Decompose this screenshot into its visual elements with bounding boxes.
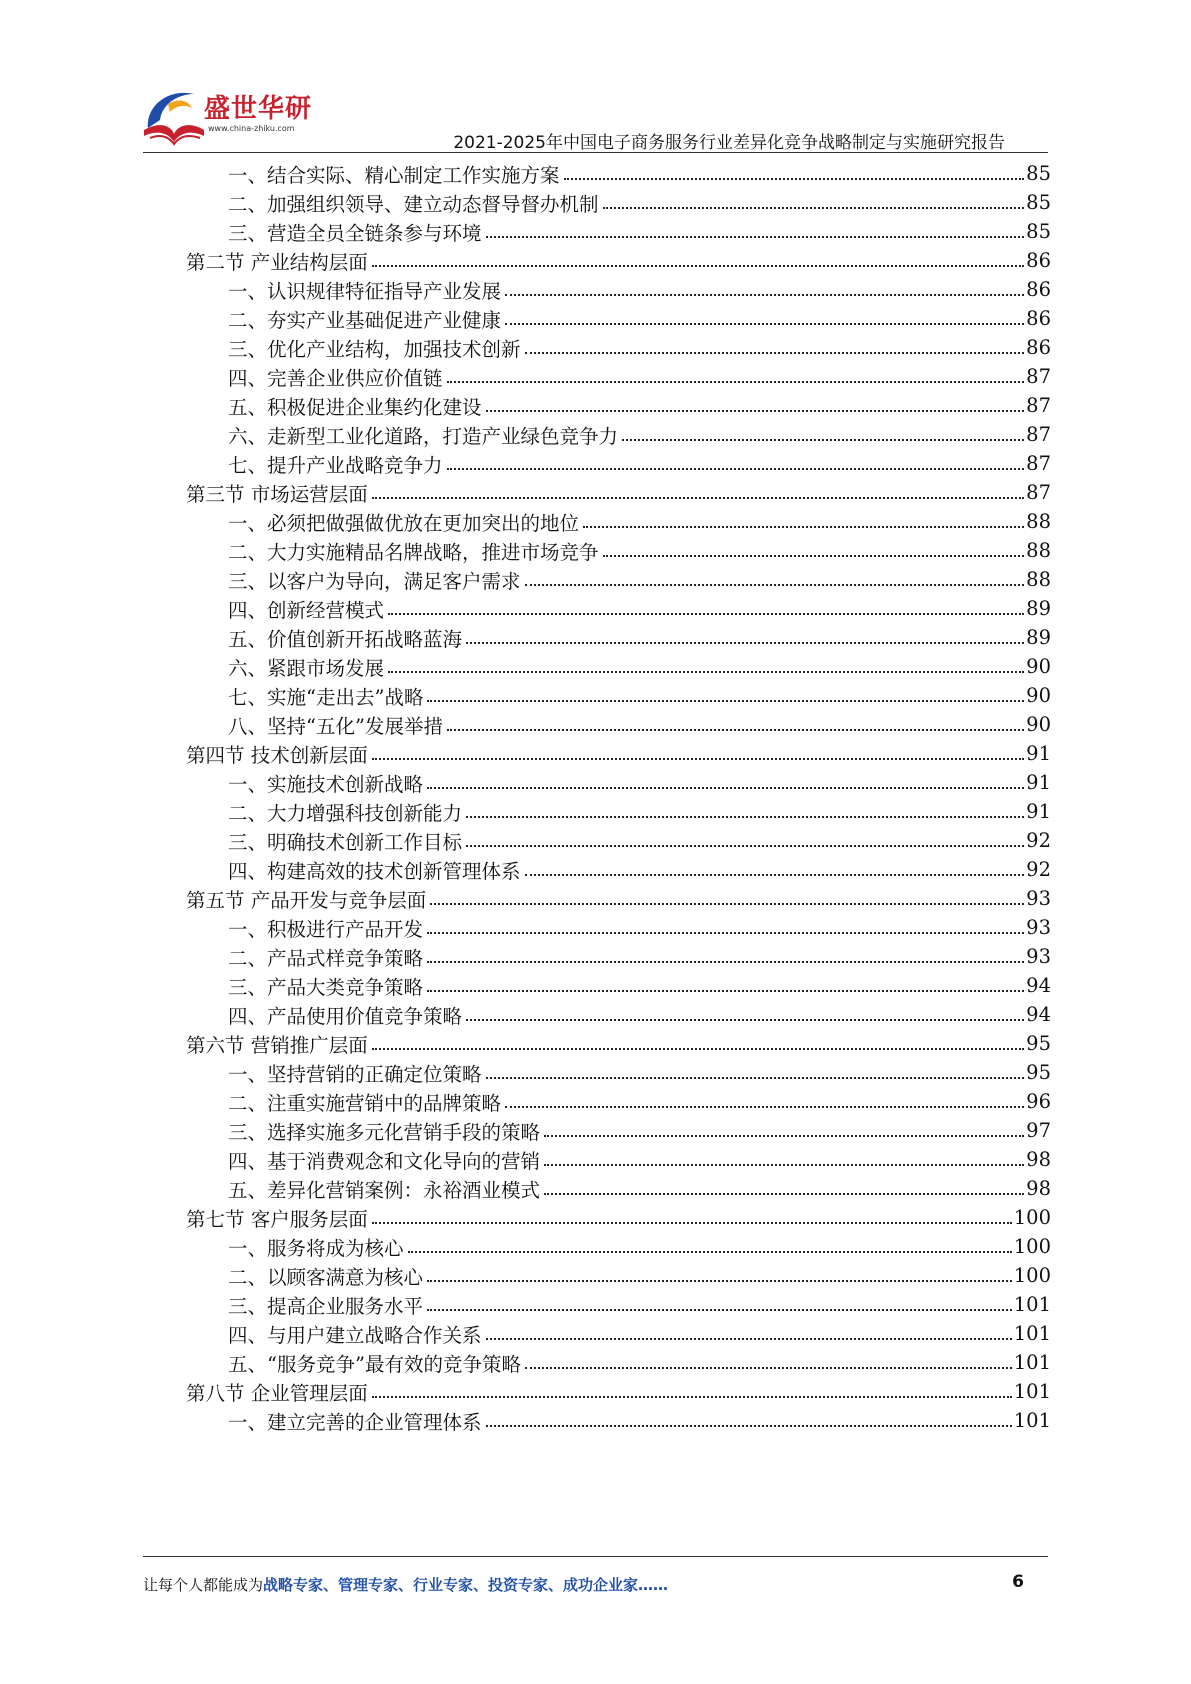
toc-subsection-entry[interactable] bbox=[228, 1289, 1051, 1320]
toc-subsection-entry[interactable] bbox=[228, 303, 1051, 334]
toc-entry-page: 92 bbox=[1026, 858, 1051, 882]
toc-dot-leader bbox=[525, 352, 1025, 354]
toc-entry-title: 一、坚持营销的正确定位策略 bbox=[228, 1062, 482, 1086]
toc-subsection-entry[interactable] bbox=[228, 216, 1051, 247]
toc-entry-page: 92 bbox=[1026, 829, 1051, 853]
toc-dot-leader bbox=[544, 1193, 1024, 1195]
toc-entry-title: 四、产品使用价值竞争策略 bbox=[228, 1004, 463, 1028]
toc-entry-title: 四、基于消费观念和文化导向的营销 bbox=[228, 1149, 541, 1173]
toc-entry-page: 88 bbox=[1026, 568, 1051, 592]
toc-dot-leader bbox=[408, 1251, 1012, 1253]
toc-entry-title: 二、大力增强科技创新能力 bbox=[228, 801, 463, 825]
toc-entry-title: 三、优化产业结构，加强技术创新 bbox=[228, 337, 521, 361]
toc-dot-leader bbox=[583, 526, 1024, 528]
toc-subsection-entry[interactable] bbox=[228, 1318, 1051, 1349]
toc-entry-page: 93 bbox=[1026, 945, 1051, 969]
toc-entry-title: 三、明确技术创新工作目标 bbox=[228, 830, 463, 854]
toc-subsection-entry[interactable] bbox=[228, 999, 1051, 1030]
toc-entry-title: 三、产品大类竞争策略 bbox=[228, 975, 424, 999]
toc-entry-title: 三、以客户为导向，满足客户需求 bbox=[228, 569, 521, 593]
toc-entry-title: 一、结合实际、精心制定工作实施方案 bbox=[228, 163, 560, 187]
toc-subsection-entry[interactable] bbox=[228, 361, 1051, 392]
toc-subsection-entry[interactable] bbox=[228, 680, 1051, 711]
toc-dot-leader bbox=[505, 294, 1024, 296]
toc-entry-title: 四、创新经营模式 bbox=[228, 598, 385, 622]
toc-subsection-entry[interactable] bbox=[228, 535, 1051, 566]
toc-entry-title: 三、营造全员全链条参与环境 bbox=[228, 221, 482, 245]
toc-entry-title: 八、坚持“五化”发展举措 bbox=[228, 714, 443, 738]
toc-entry-page: 101 bbox=[1013, 1409, 1051, 1433]
toc-subsection-entry[interactable] bbox=[228, 796, 1051, 827]
toc-dot-leader bbox=[505, 1106, 1024, 1108]
toc-dot-leader bbox=[486, 236, 1025, 238]
toc-entry-title: 五、“服务竞争”最有效的竞争策略 bbox=[228, 1352, 521, 1376]
toc-subsection-entry[interactable] bbox=[228, 332, 1051, 363]
toc-entry-title: 四、构建高效的技术创新管理体系 bbox=[228, 859, 521, 883]
toc-entry-title: 一、认识规律特征指导产业发展 bbox=[228, 279, 502, 303]
toc-entry-title: 二、产品式样竞争策略 bbox=[228, 946, 424, 970]
footer-slogan-prefix: 让每个人都能成为 bbox=[143, 1576, 264, 1594]
toc-entry-title: 第六节 营销推广层面 bbox=[186, 1033, 368, 1057]
toc-entry-page: 91 bbox=[1026, 771, 1051, 795]
toc-subsection-entry[interactable] bbox=[228, 767, 1051, 798]
toc-entry-page: 100 bbox=[1013, 1264, 1051, 1288]
toc-dot-leader bbox=[486, 410, 1025, 412]
toc-subsection-entry[interactable] bbox=[228, 1231, 1051, 1262]
toc-subsection-entry[interactable] bbox=[228, 448, 1051, 479]
toc-dot-leader bbox=[447, 468, 1025, 470]
toc-entry-title: 四、完善企业供应价值链 bbox=[228, 366, 443, 390]
toc-dot-leader bbox=[622, 439, 1024, 441]
toc-dot-leader bbox=[372, 1048, 1024, 1050]
toc-dot-leader bbox=[372, 265, 1024, 267]
toc-entry-title: 五、差异化营销案例：永裕酒业模式 bbox=[228, 1178, 541, 1202]
toc-entry-title: 一、服务将成为核心 bbox=[228, 1236, 404, 1260]
toc-entry-page: 96 bbox=[1026, 1090, 1051, 1114]
toc-subsection-entry[interactable] bbox=[228, 187, 1051, 218]
toc-dot-leader bbox=[466, 1019, 1024, 1021]
toc-section-entry[interactable] bbox=[186, 245, 1051, 276]
toc-entry-page: 90 bbox=[1026, 713, 1051, 737]
toc-subsection-entry[interactable] bbox=[228, 506, 1051, 537]
toc-dot-leader bbox=[486, 1077, 1025, 1079]
toc-subsection-entry[interactable] bbox=[228, 825, 1051, 856]
toc-section-entry[interactable] bbox=[186, 1376, 1051, 1407]
toc-entry-page: 86 bbox=[1026, 307, 1051, 331]
toc-entry-page: 98 bbox=[1026, 1177, 1051, 1201]
toc-section-entry[interactable] bbox=[186, 477, 1051, 508]
toc-subsection-entry[interactable] bbox=[228, 1086, 1051, 1117]
toc-entry-title: 三、选择实施多元化营销手段的策略 bbox=[228, 1120, 541, 1144]
toc-subsection-entry[interactable] bbox=[228, 1173, 1051, 1204]
toc-entry-page: 101 bbox=[1013, 1380, 1051, 1404]
toc-subsection-entry[interactable] bbox=[228, 622, 1051, 653]
toc-entry-title: 二、以顾客满意为核心 bbox=[228, 1265, 424, 1289]
toc-dot-leader bbox=[427, 961, 1024, 963]
toc-entry-title: 六、走新型工业化道路，打造产业绿色竞争力 bbox=[228, 424, 619, 448]
logo-name: 盛世华研 bbox=[204, 94, 313, 124]
toc-entry-page: 90 bbox=[1026, 655, 1051, 679]
toc-subsection-entry[interactable] bbox=[228, 709, 1051, 740]
toc-dot-leader bbox=[603, 207, 1025, 209]
toc-entry-page: 101 bbox=[1013, 1293, 1051, 1317]
toc-entry-page: 87 bbox=[1026, 452, 1051, 476]
toc-subsection-entry[interactable] bbox=[228, 390, 1051, 421]
toc-entry-page: 87 bbox=[1026, 423, 1051, 447]
toc-dot-leader bbox=[388, 671, 1024, 673]
toc-dot-leader bbox=[447, 381, 1025, 383]
toc-entry-title: 第七节 客户服务层面 bbox=[186, 1207, 368, 1231]
toc-dot-leader bbox=[427, 1280, 1012, 1282]
toc-dot-leader bbox=[372, 1396, 1012, 1398]
toc-entry-title: 第八节 企业管理层面 bbox=[186, 1381, 368, 1405]
toc-entry-title: 第三节 市场运营层面 bbox=[186, 482, 368, 506]
toc-entry-page: 91 bbox=[1026, 742, 1051, 766]
toc-entry-page: 95 bbox=[1026, 1032, 1051, 1056]
toc-subsection-entry[interactable] bbox=[228, 854, 1051, 885]
toc-dot-leader bbox=[466, 845, 1024, 847]
toc-subsection-entry[interactable] bbox=[228, 419, 1051, 450]
toc-dot-leader bbox=[447, 729, 1024, 731]
toc-entry-title: 第二节 产业结构层面 bbox=[186, 250, 368, 274]
toc-entry-page: 101 bbox=[1013, 1351, 1051, 1375]
toc-dot-leader bbox=[427, 990, 1024, 992]
company-logo bbox=[138, 84, 313, 148]
toc-entry-title: 五、积极促进企业集约化建设 bbox=[228, 395, 482, 419]
toc-entry-title: 二、加强组织领导、建立动态督导督办机制 bbox=[228, 192, 599, 216]
logo-url: www.china-zhiku.com bbox=[208, 124, 295, 133]
toc-subsection-entry[interactable] bbox=[228, 593, 1051, 624]
toc-dot-leader bbox=[466, 642, 1024, 644]
toc-entry-title: 七、提升产业战略竞争力 bbox=[228, 453, 443, 477]
toc-subsection-entry[interactable] bbox=[228, 970, 1051, 1001]
toc-dot-leader bbox=[544, 1135, 1024, 1137]
toc-entry-page: 100 bbox=[1013, 1235, 1051, 1259]
toc-entry-title: 二、夯实产业基础促进产业健康 bbox=[228, 308, 502, 332]
toc-entry-page: 91 bbox=[1026, 800, 1051, 824]
toc-section-entry[interactable] bbox=[186, 883, 1051, 914]
toc-entry-page: 88 bbox=[1026, 539, 1051, 563]
toc-entry-page: 85 bbox=[1026, 220, 1051, 244]
toc-entry-page: 100 bbox=[1013, 1206, 1051, 1230]
toc-entry-page: 86 bbox=[1026, 336, 1051, 360]
toc-entry-page: 95 bbox=[1026, 1061, 1051, 1085]
toc-entry-page: 97 bbox=[1026, 1119, 1051, 1143]
toc-entry-title: 二、注重实施营销中的品牌策略 bbox=[228, 1091, 502, 1115]
toc-subsection-entry[interactable] bbox=[228, 941, 1051, 972]
toc-entry-page: 88 bbox=[1026, 510, 1051, 534]
toc-dot-leader bbox=[427, 1309, 1012, 1311]
report-title: 2021-2025年中国电子商务服务行业差异化竞争战略制定与实施研究报告 bbox=[453, 133, 1005, 153]
toc-entry-title: 六、紧跟市场发展 bbox=[228, 656, 385, 680]
toc-entry-title: 四、与用户建立战略合作关系 bbox=[228, 1323, 482, 1347]
toc-entry-page: 89 bbox=[1026, 597, 1051, 621]
toc-entry-title: 七、实施“走出去”战略 bbox=[228, 685, 424, 709]
toc-subsection-entry[interactable] bbox=[228, 1057, 1051, 1088]
toc-dot-leader bbox=[525, 1367, 1012, 1369]
toc-section-entry[interactable] bbox=[186, 1028, 1051, 1059]
footer-divider bbox=[143, 1556, 1048, 1557]
toc-subsection-entry[interactable] bbox=[228, 158, 1051, 189]
toc-subsection-entry[interactable] bbox=[228, 651, 1051, 682]
toc-entry-page: 87 bbox=[1026, 481, 1051, 505]
toc-dot-leader bbox=[427, 787, 1024, 789]
toc-dot-leader bbox=[427, 932, 1024, 934]
toc-dot-leader bbox=[525, 584, 1025, 586]
toc-dot-leader bbox=[544, 1164, 1024, 1166]
toc-entry-page: 87 bbox=[1026, 365, 1051, 389]
footer-slogan-highlight: 战略专家、管理专家、行业专家、投资专家、成功企业家…… bbox=[263, 1576, 669, 1594]
footer-slogan bbox=[143, 1574, 668, 1595]
toc-entry-page: 90 bbox=[1026, 684, 1051, 708]
toc-dot-leader bbox=[505, 323, 1024, 325]
toc-entry-page: 94 bbox=[1026, 974, 1051, 998]
toc-entry-page: 98 bbox=[1026, 1148, 1051, 1172]
toc-dot-leader bbox=[525, 874, 1025, 876]
toc-entry-title: 一、建立完善的企业管理体系 bbox=[228, 1410, 482, 1434]
toc-subsection-entry[interactable] bbox=[228, 1260, 1051, 1291]
toc-subsection-entry[interactable] bbox=[228, 912, 1051, 943]
toc-entry-page: 93 bbox=[1026, 916, 1051, 940]
toc-entry-title: 三、提高企业服务水平 bbox=[228, 1294, 424, 1318]
toc-dot-leader bbox=[372, 758, 1024, 760]
toc-subsection-entry[interactable] bbox=[228, 1144, 1051, 1175]
logo-book-icon bbox=[138, 84, 208, 148]
toc-subsection-entry[interactable] bbox=[228, 1347, 1051, 1378]
toc-dot-leader bbox=[486, 1425, 1012, 1427]
toc-entry-title: 第四节 技术创新层面 bbox=[186, 743, 368, 767]
toc-entry-page: 85 bbox=[1026, 162, 1051, 186]
toc-dot-leader bbox=[372, 497, 1024, 499]
toc-subsection-entry[interactable] bbox=[228, 274, 1051, 305]
toc-entry-page: 94 bbox=[1026, 1003, 1051, 1027]
toc-dot-leader bbox=[564, 178, 1025, 180]
toc-entry-page: 87 bbox=[1026, 394, 1051, 418]
toc-subsection-entry[interactable] bbox=[228, 1405, 1051, 1436]
toc-dot-leader bbox=[466, 816, 1024, 818]
toc-entry-title: 一、必须把做强做优放在更加突出的地位 bbox=[228, 511, 580, 535]
toc-subsection-entry[interactable] bbox=[228, 564, 1051, 595]
toc-entry-page: 85 bbox=[1026, 191, 1051, 215]
toc-dot-leader bbox=[430, 903, 1024, 905]
toc-entry-title: 第五节 产品开发与竞争层面 bbox=[186, 888, 427, 912]
toc-entry-page: 93 bbox=[1026, 887, 1051, 911]
page-number: 6 bbox=[1012, 1572, 1024, 1592]
toc-entry-page: 89 bbox=[1026, 626, 1051, 650]
toc-dot-leader bbox=[603, 555, 1025, 557]
toc-subsection-entry[interactable] bbox=[228, 1115, 1051, 1146]
toc-entry-title: 一、实施技术创新战略 bbox=[228, 772, 424, 796]
toc-entry-title: 一、积极进行产品开发 bbox=[228, 917, 424, 941]
page-header bbox=[0, 0, 1191, 160]
toc-section-entry[interactable] bbox=[186, 738, 1051, 769]
toc-dot-leader bbox=[427, 700, 1024, 702]
toc-entry-title: 二、大力实施精品名牌战略，推进市场竞争 bbox=[228, 540, 599, 564]
toc-entry-page: 86 bbox=[1026, 249, 1051, 273]
toc-section-entry[interactable] bbox=[186, 1202, 1051, 1233]
toc-dot-leader bbox=[372, 1222, 1012, 1224]
toc-entry-page: 101 bbox=[1013, 1322, 1051, 1346]
header-divider bbox=[143, 152, 1048, 153]
toc-entry-page: 86 bbox=[1026, 278, 1051, 302]
toc-dot-leader bbox=[388, 613, 1024, 615]
toc-dot-leader bbox=[486, 1338, 1012, 1340]
toc-entry-title: 五、价值创新开拓战略蓝海 bbox=[228, 627, 463, 651]
